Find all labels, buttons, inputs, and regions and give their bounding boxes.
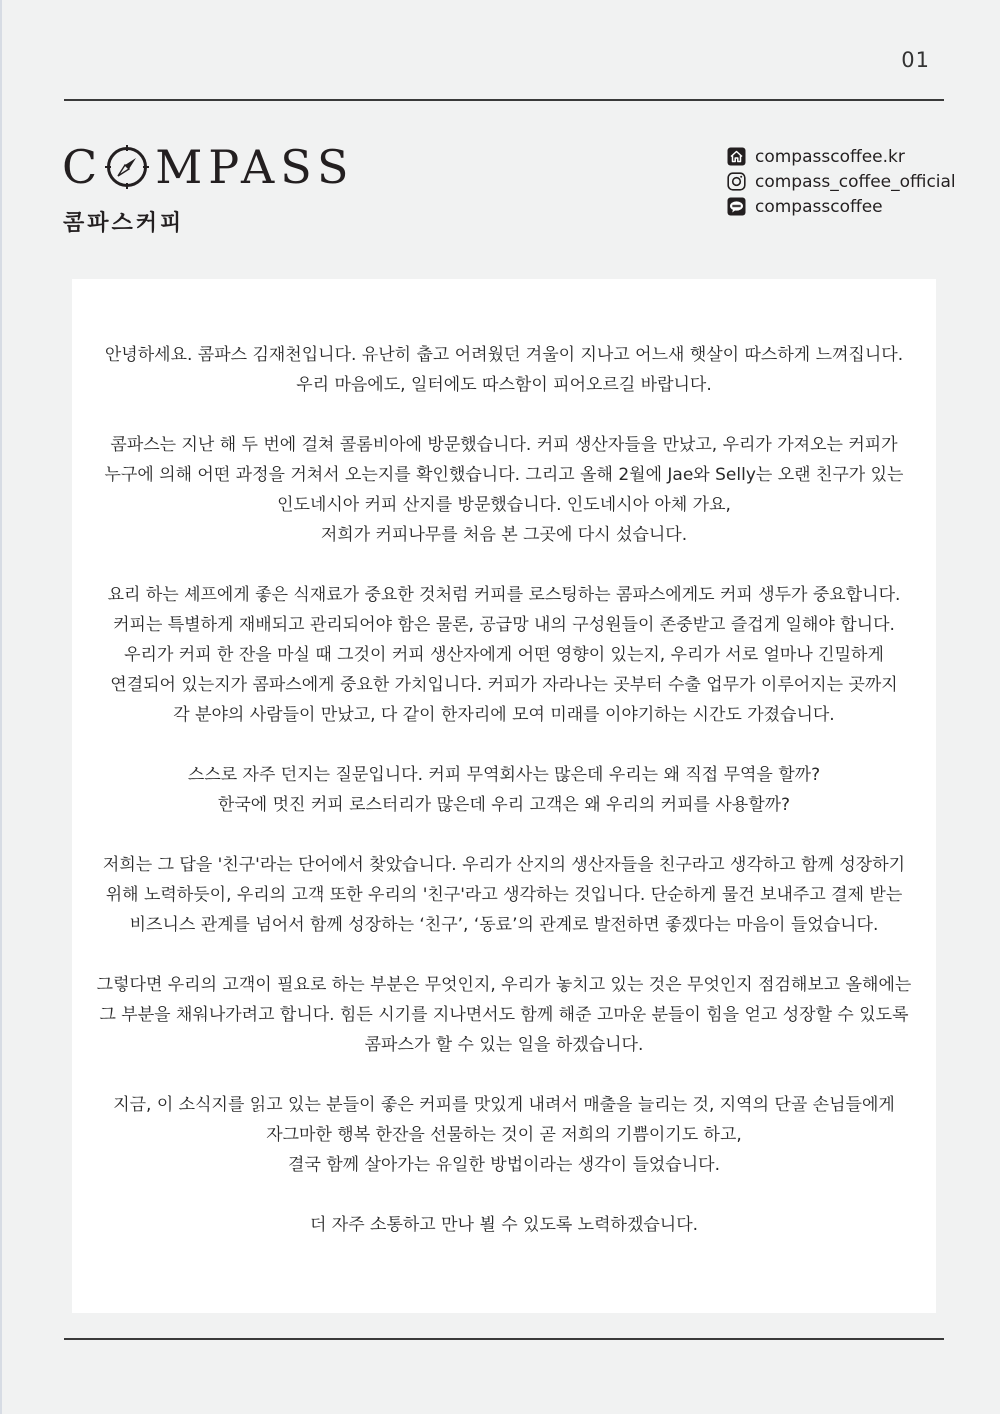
- letter-line: 콤파스가 할 수 있는 일을 하겠습니다.: [364, 1035, 644, 1055]
- letter-line: 위해 노력하듯이, 우리의 고객 또한 우리의 '친구'라고 생각하는 것입니다. 단순하게 물건 보내주고 결제 받는: [105, 885, 903, 905]
- contact-kakaotalk[interactable]: [727, 194, 956, 219]
- logo-letters-mpass: MPASS: [155, 140, 355, 194]
- letter-paragraph: [72, 430, 936, 550]
- letter-line: 결국 함께 살아가는 유일한 방법이라는 생각이 들었습니다.: [288, 1155, 720, 1175]
- letter-line: 커피는 특별하게 재배되고 관리되어야 함은 물론, 공급망 내의 구성원들이 존중받고 즐겁게 일해야 합니다.: [113, 615, 895, 635]
- page-edge: [0, 0, 2, 1414]
- website-text: compasscoffee.kr: [755, 146, 905, 167]
- contact-instagram[interactable]: [727, 169, 956, 194]
- letter-paragraph: [72, 1090, 936, 1180]
- letter-paragraph: [72, 970, 936, 1060]
- instagram-handle: compass_coffee_official: [755, 171, 956, 192]
- letter-paragraph: [72, 580, 936, 730]
- letter-line: 연결되어 있는지가 콤파스에게 중요한 가치입니다. 커피가 자라나는 곳부터 수출 업무가 이루어지는 곳까지: [110, 675, 898, 695]
- letter-line: 자그마한 행복 한잔을 선물하는 것이 곧 저희의 기쁨이기도 하고,: [266, 1125, 742, 1145]
- letter-line: 요리 하는 셰프에게 좋은 식재료가 중요한 것처럼 커피를 로스팅하는 콤파스에게도 커피 생두가 중요합니다.: [107, 585, 901, 605]
- contact-website[interactable]: [727, 144, 956, 169]
- letter-line: 누구에 의해 어떤 과정을 거쳐서 오는지를 확인했습니다. 그리고 올해 2월에 Jae와 Selly는 오랜 친구가 있는: [104, 465, 904, 485]
- letter-line: 인도네시아 커피 산지를 방문했습니다. 인도네시아 아체 가요,: [277, 495, 731, 515]
- letter-line: 비즈니스 관계를 넘어서 함께 성장하는 ‘친구’, ‘동료’의 관계로 발전하면 좋겠다는 마음이 들었습니다.: [129, 915, 879, 935]
- home-icon: [727, 147, 746, 166]
- contact-list: [727, 144, 956, 219]
- page-number: 01: [901, 48, 930, 72]
- letter-line: 저희는 그 답을 '친구'라는 단어에서 찾았습니다. 우리가 산지의 생산자들을 친구라고 생각하고 함께 성장하기: [102, 855, 906, 875]
- letter-panel: [72, 279, 936, 1313]
- letter-paragraph: [72, 850, 936, 940]
- letter-line: 우리 마음에도, 일터에도 따스함이 피어오르길 바랍니다.: [296, 375, 712, 395]
- letter-line: 우리가 커피 한 잔을 마실 때 그것이 커피 생산자에게 어떤 영향이 있는지, 우리가 서로 얼마나 긴밀하게: [124, 645, 884, 665]
- letter-line: 안녕하세요. 콤파스 김재천입니다. 유난히 춥고 어려웠던 겨울이 지나고 어느새 햇살이 따스하게 느껴집니다.: [104, 345, 904, 365]
- compass-rose-icon: [105, 145, 149, 189]
- kakaotalk-icon: [727, 197, 746, 216]
- letter-paragraph: [72, 760, 936, 820]
- compass-logo: [62, 138, 354, 196]
- letter-body: [72, 340, 936, 1270]
- letter-line: 그렇다면 우리의 고객이 필요로 하는 부분은 무엇인지, 우리가 놓치고 있는 것은 무엇인지 점검해보고 올해에는: [96, 975, 912, 995]
- bottom-divider: [64, 1338, 944, 1340]
- letter-paragraph: [72, 1210, 936, 1240]
- letter-line: 그 부분을 채워나가려고 합니다. 힘든 시기를 지나면서도 함께 해준 고마운 분들이 힘을 얻고 성장할 수 있도록: [99, 1005, 909, 1025]
- letter-line: 스스로 자주 던지는 질문입니다. 커피 무역회사는 많은데 우리는 왜 직접 무역을 할까?: [187, 765, 821, 785]
- top-divider: [64, 99, 944, 101]
- letter-line: 한국에 멋진 커피 로스터리가 많은데 우리 고객은 왜 우리의 커피를 사용할까?: [217, 795, 791, 815]
- letter-line: 각 분야의 사람들이 만났고, 다 같이 한자리에 모여 미래를 이야기하는 시간도 가졌습니다.: [173, 705, 835, 725]
- kakaotalk-id: compasscoffee: [755, 196, 883, 217]
- letter-line: 지금, 이 소식지를 읽고 있는 분들이 좋은 커피를 맛있게 내려서 매출을 늘리는 것, 지역의 단골 손님들에게: [113, 1095, 895, 1115]
- logo-letter-c: C: [62, 140, 104, 194]
- letter-line: 더 자주 소통하고 만나 뵐 수 있도록 노력하겠습니다.: [309, 1215, 699, 1235]
- letter-line: 저희가 커피나무를 처음 본 그곳에 다시 섰습니다.: [320, 525, 688, 545]
- letter-paragraph: [72, 340, 936, 400]
- brand-name-korean: 콤파스커피: [63, 211, 185, 236]
- instagram-icon: [727, 172, 746, 191]
- letter-line: 콤파스는 지난 해 두 번에 걸쳐 콜롬비아에 방문했습니다. 커피 생산자들을 만났고, 우리가 가져오는 커피가: [110, 435, 898, 455]
